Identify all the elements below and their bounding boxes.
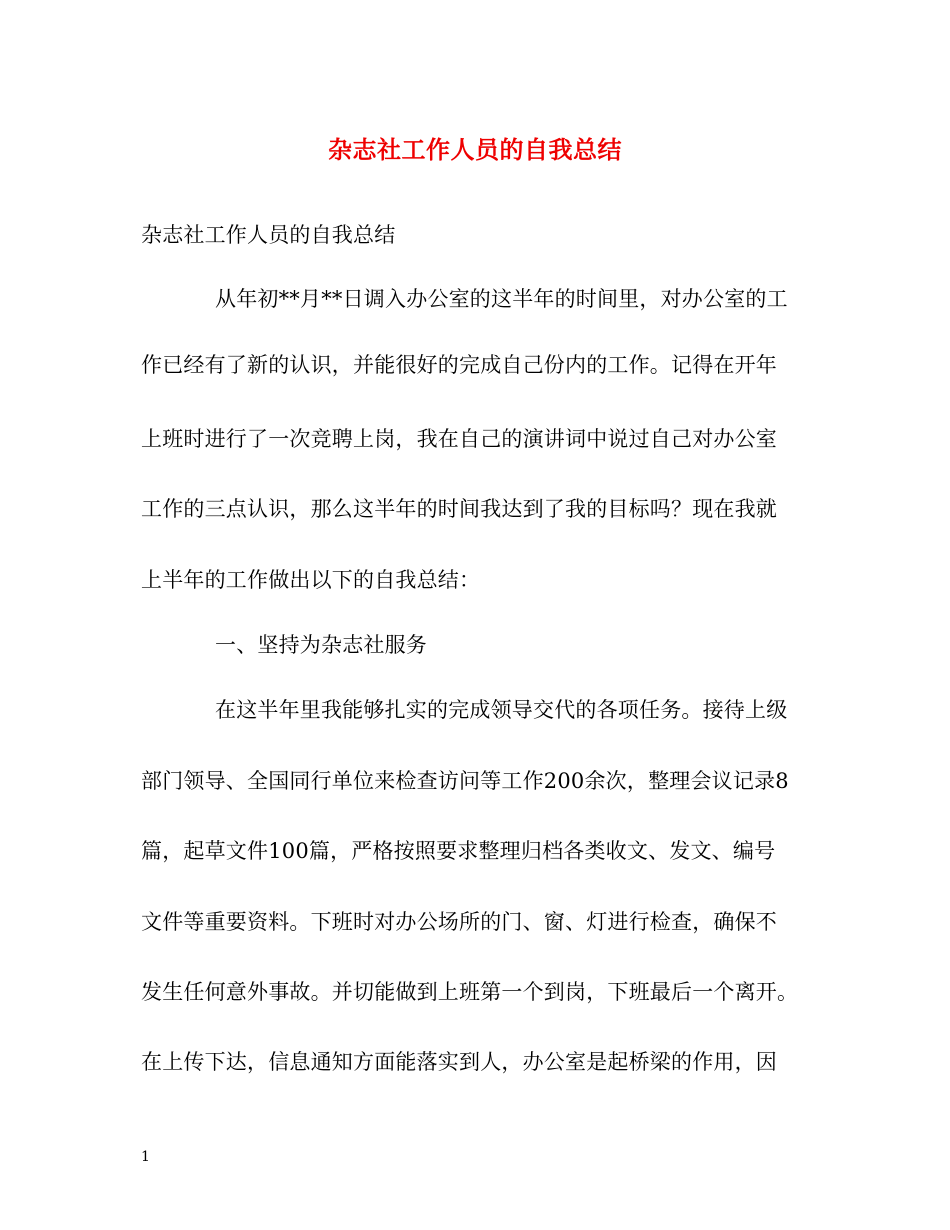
paragraph-line: 在这半年里我能够扎实的完成领导交代的各项任务。接待上级 <box>215 698 788 722</box>
paragraph-line: 上半年的工作做出以下的自我总结： <box>141 568 481 592</box>
paragraph-line: 发生任何意外事故。并切能做到上班第一个到岗，下班最后一个离开。 <box>141 980 799 1004</box>
paragraph-line: 文件等重要资料。下班时对办公场所的门、窗、灯进行检查，确保不 <box>141 910 777 934</box>
paragraph-line: 部门领导、全国同行单位来检查访问等工作200余次，整理会议记录8 <box>141 769 789 793</box>
document-title: 杂志社工作人员的自我总结 <box>328 135 622 164</box>
page-number: 1 <box>141 1149 150 1165</box>
subtitle-line: 杂志社工作人员的自我总结 <box>141 223 396 247</box>
paragraph-line: 上班时进行了一次竞聘上岗，我在自己的演讲词中说过自己对办公室 <box>141 427 777 451</box>
paragraph-line: 从年初**月**日调入办公室的这半年的时间里，对办公室的工 <box>215 287 788 311</box>
paragraph-line: 在上传下达，信息通知方面能落实到人，办公室是起桥梁的作用，因 <box>141 1050 777 1074</box>
paragraph-line: 工作的三点认识，那么这半年的时间我达到了我的目标吗？现在我就 <box>141 497 777 521</box>
paragraph-line: 作已经有了新的认识，并能很好的完成自己份内的工作。记得在开年 <box>141 353 777 377</box>
section-heading: 一、坚持为杂志社服务 <box>215 633 427 657</box>
paragraph-line: 篇，起草文件100篇，严格按照要求整理归档各类收文、发文、编号 <box>141 839 776 863</box>
